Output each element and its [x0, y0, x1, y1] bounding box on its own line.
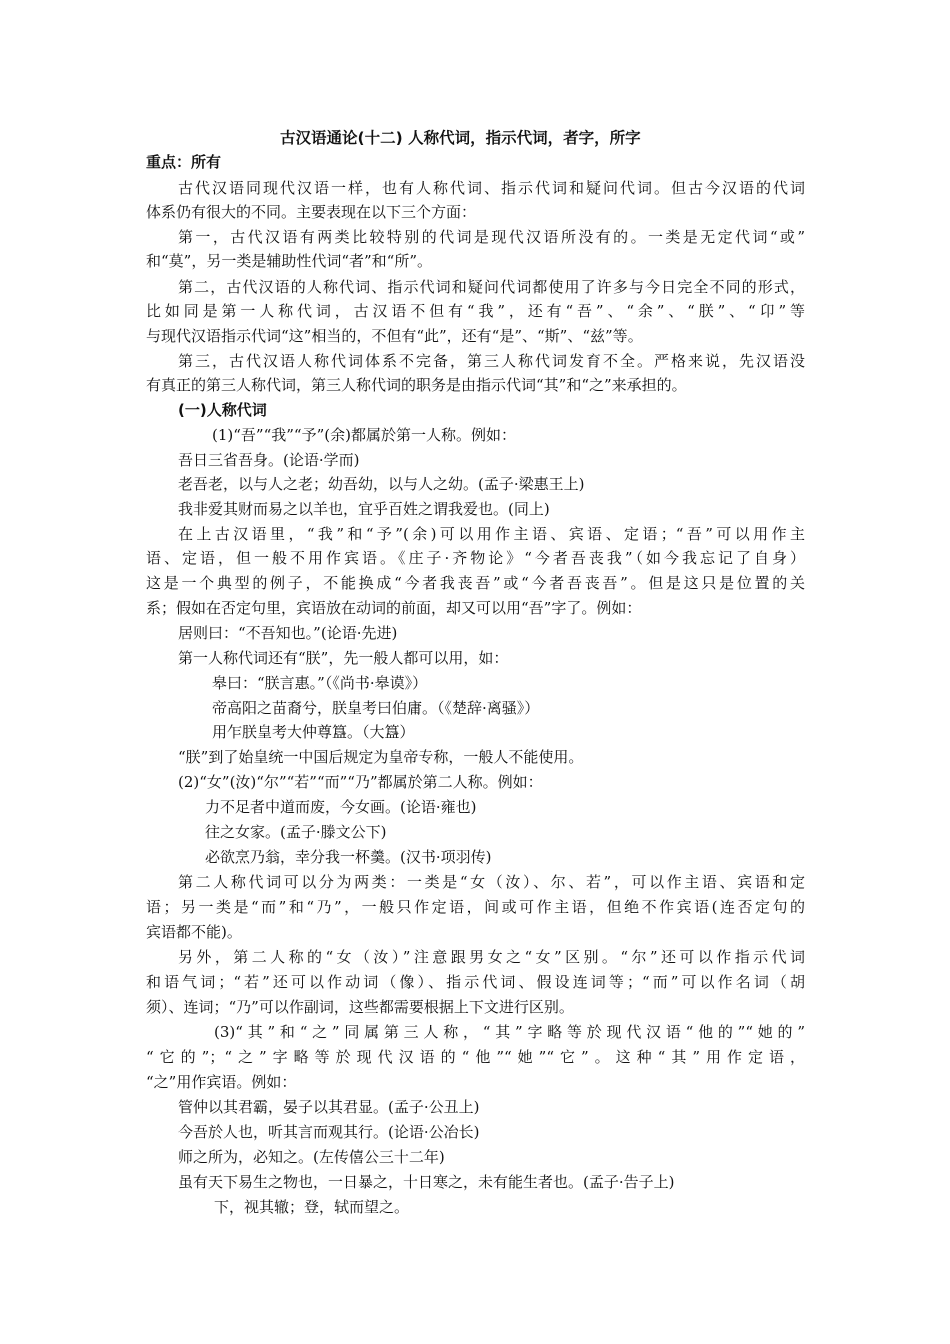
paragraph-line: 和“莫”，另一类是辅助性代词“者”和“所”。 [146, 252, 433, 270]
document-title: 古汉语通论(十二) 人称代词，指示代词，者字，所字 [280, 129, 641, 147]
paragraph-line: 须）、连词；“乃”可以作副词，这些都需要根据上下文进行区别。 [146, 998, 574, 1016]
section-heading: (一)人称代词 [178, 401, 267, 419]
example-line: 必欲烹乃翁，幸分我一杯羹。(汉书·项羽传) [205, 848, 492, 866]
example-line: 下，视其辙；登，轼而望之。 [214, 1198, 410, 1216]
paragraph-line: 这是一个典型的例子，不能换成“今者我丧吾”或“今者吾丧吾”。但是这只是位置的关 [146, 574, 805, 592]
example-line: 管仲以其君霸，晏子以其君显。(孟子·公丑上) [178, 1098, 480, 1116]
example-line: 往之女家。(孟子·滕文公下) [205, 823, 387, 841]
example-line: 师之所为，必知之。(左传僖公三十二年) [178, 1148, 445, 1166]
paragraph-line: “朕”到了始皇统一中国后规定为皇帝专称，一般人不能使用。 [178, 748, 584, 766]
paragraph-line: 和语气词；“若”还可以作动词（像）、指示代词、假设连词等；“而”可以作名词（胡 [146, 973, 805, 991]
paragraph-line: 与现代汉语指示代词“这”相当的，不但有“此”，还有“是”、“斯”、“兹”等。 [146, 327, 643, 345]
paragraph-line: 系；假如在否定句里，宾语放在动词的前面，却又可以用“吾”字了。例如： [146, 599, 642, 617]
example-line: 力不足者中道而废，今女画。(论语·雍也) [205, 798, 477, 816]
example-line: 吾日三省吾身。(论语·学而) [178, 451, 360, 469]
example-line: 用乍朕皇考大仲尊簋。（大簋） [212, 723, 415, 741]
example-line: 我非爱其财而易之以羊也，宜乎百姓之谓我爱也。(同上) [178, 500, 550, 518]
paragraph-line: 在上古汉语里，“我”和“予”(余)可以用作主语、宾语、定语；“吾”可以用作主 [178, 525, 805, 543]
paragraph-line: 古代汉语同现代汉语一样，也有人称代词、指示代词和疑问代词。但古今汉语的代词 [178, 179, 805, 197]
paragraph-line: 第二人称代词可以分为两类：一类是“女（汝）、尔、若”，可以作主语、宾语和定 [178, 873, 805, 891]
paragraph-line: 第三，古代汉语人称代词体系不完备，第三人称代词发育不全。严格来说，先汉语没 [178, 352, 805, 370]
paragraph-line: (1)“吾”“我”“予”(余)都属於第一人称。例如： [212, 426, 516, 444]
example-line: 今吾於人也，听其言而观其行。(论语·公冶长) [178, 1123, 480, 1141]
example-line: 居则曰：“不吾知也。”(论语·先进) [178, 624, 398, 642]
paragraph-line: (2)“女”(汝)“尔”“若”“而”“乃”都属於第二人称。例如： [178, 773, 543, 791]
example-line: 帝高阳之苗裔兮，朕皇考曰伯庸。（《楚辞·离骚》） [212, 699, 540, 717]
example-line: 皋曰：“朕言惠。”（《尚书·皋谟》） [212, 674, 428, 692]
paragraph-line: 宾语都不能)。 [146, 923, 242, 941]
paragraph-line: 语；另一类是“而”和“乃”，一般只作定语，间或可作主语，但绝不作宾语(连否定句的 [146, 898, 805, 916]
paragraph-line: 第二，古代汉语的人称代词、指示代词和疑问代词都使用了许多与今日完全不同的形式， [178, 278, 805, 296]
paragraph-line: 另外，第二人称的“女（汝）”注意跟男女之“女”区别。“尔”还可以作指示代词 [178, 948, 805, 966]
paragraph-line: 体系仍有很大的不同。主要表现在以下三个方面： [146, 203, 477, 221]
paragraph-line: 语、定语，但一般不用作宾语。《庄子·齐物论》“今者吾丧我”（如今我忘记了自身） [146, 549, 805, 567]
key-point-heading: 重点：所有 [146, 153, 222, 171]
paragraph-line: 有真正的第三人称代词，第三人称代词的职务是由指示代词“其”和“之”来承担的。 [146, 376, 687, 394]
paragraph-line: “它的”；“之”字略等於现代汉语的“他”“她”“它”。这种“其”用作定语， [146, 1048, 805, 1066]
paragraph-line: (3)“其”和“之”同属第三人称，“其”字略等於现代汉语“他的”“她的” [214, 1023, 805, 1041]
paragraph-line: 第一，古代汉语有两类比较特别的代词是现代汉语所没有的。一类是无定代词“或” [178, 228, 805, 246]
example-line: 虽有天下易生之物也，一日暴之，十日寒之，未有能生者也。(孟子·告子上) [178, 1173, 675, 1191]
paragraph-line: 比如同是第一人称代词，古汉语不但有“我”，还有“吾”、“余”、“朕”、“卬”等 [146, 302, 805, 320]
paragraph-line: “之”用作宾语。例如： [146, 1073, 297, 1091]
paragraph-line: 第一人称代词还有“朕”，先一般人都可以用，如： [178, 649, 509, 667]
example-line: 老吾老，以与人之老；幼吾幼，以与人之幼。(孟子·梁惠王上) [178, 475, 585, 493]
